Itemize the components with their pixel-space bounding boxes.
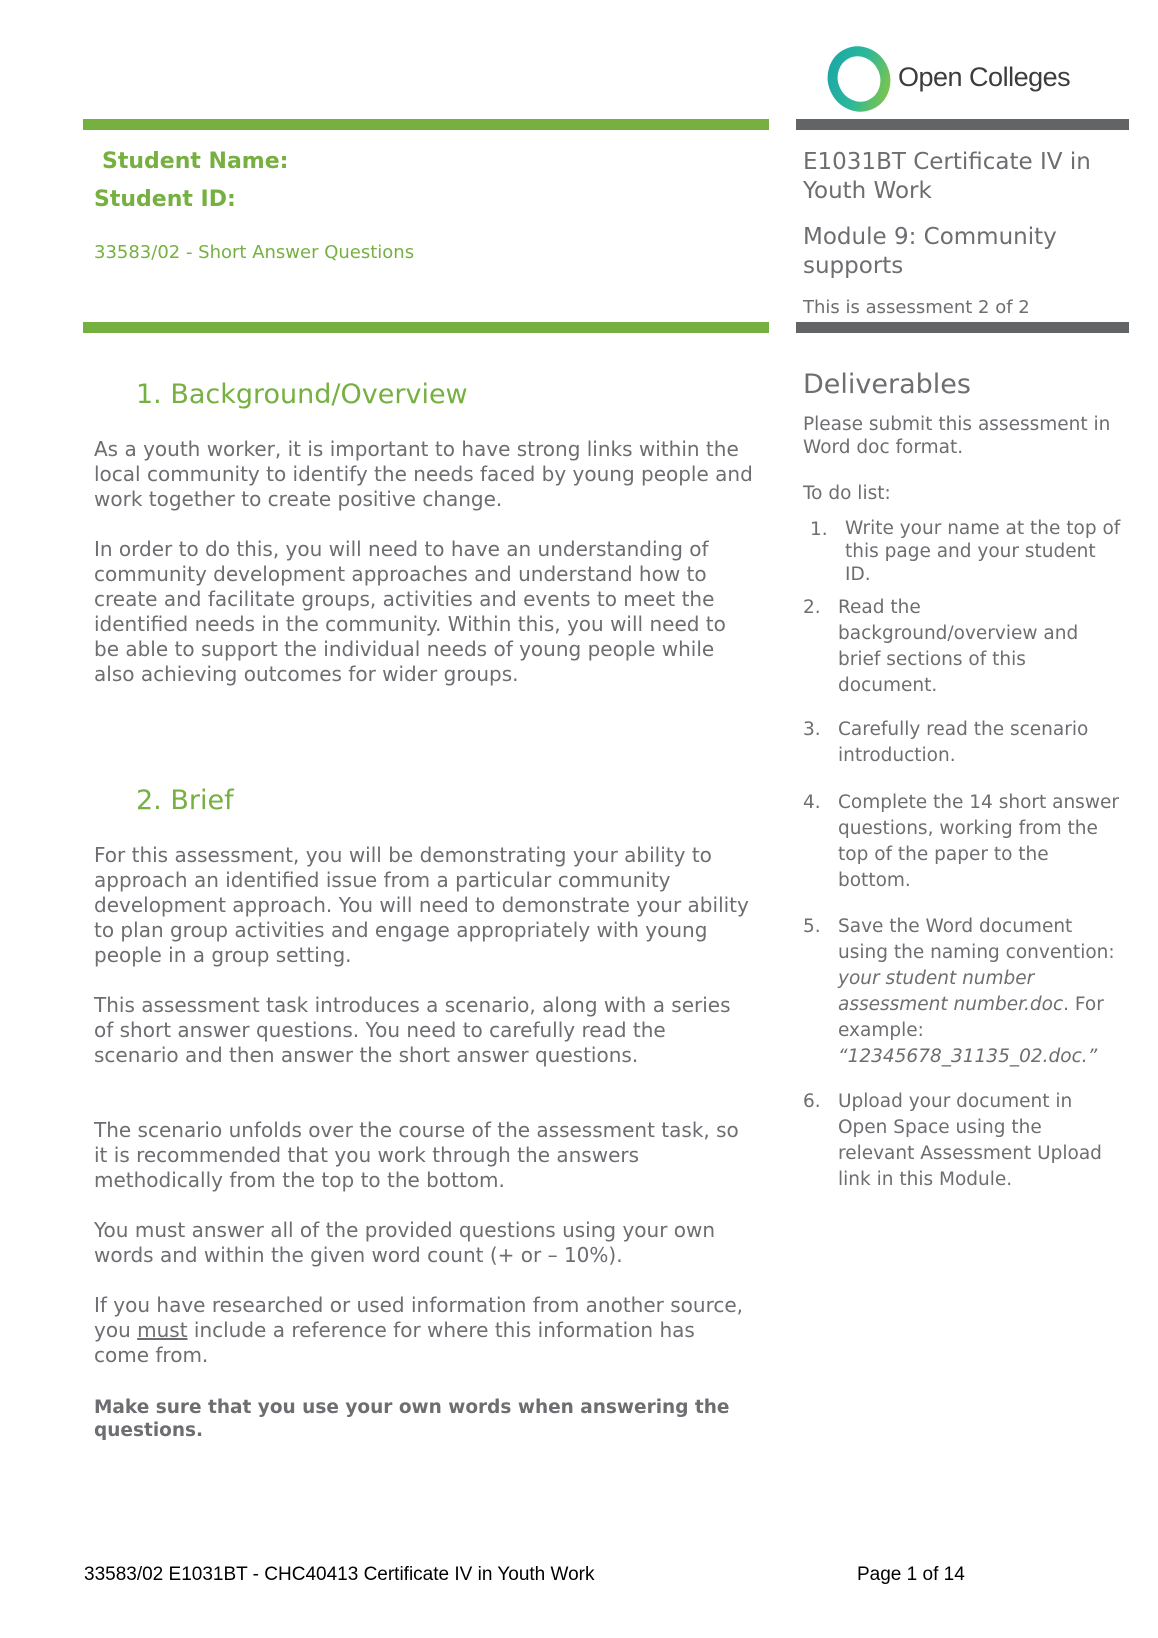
logo-wordmark: Open Colleges xyxy=(898,62,1071,92)
todo-number: 5. xyxy=(803,916,821,937)
footer-document-info: 33583/02 E1031BT - CHC40413 Certificate IV in Youth Work xyxy=(84,1564,595,1585)
own-words-note: Make sure that you use your own words when answering the questions. xyxy=(94,1397,730,1441)
todo-text-naming-convention: your student number assessment number.doc xyxy=(838,968,1064,1015)
open-colleges-ring-icon xyxy=(826,46,892,112)
todo-text xyxy=(838,914,1123,1070)
todo-number: 2. xyxy=(803,597,821,618)
submit-note: Please submit this assessment in Word doc format. xyxy=(803,414,1111,458)
todo-text-middle: . For example: xyxy=(838,994,1104,1041)
header-bottom-rule-green xyxy=(83,322,769,333)
course-title: E1031BT Certificate IV in Youth Work xyxy=(803,149,1091,204)
todo-text: Write your name at the top of this page and your student ID. xyxy=(845,518,1121,585)
brief-paragraph-3: The scenario unfolds over the course of the assessment task, so it is recommended that you work through the answers methodically from the top to the bottom. xyxy=(94,1118,739,1192)
todo-number: 4. xyxy=(803,792,821,813)
todo-text: Read the background/overview and brief sections of this document. xyxy=(838,597,1079,696)
brief-paragraph-5 xyxy=(94,1293,754,1368)
brief-paragraph-5-end: include a reference for where this information has come from. xyxy=(94,1318,695,1367)
header-bottom-rule-grey xyxy=(796,322,1129,333)
module-title: Module 9: Community supports xyxy=(803,224,1057,279)
background-heading: 1. Background/Overview xyxy=(136,379,468,410)
brief-paragraph-1: For this assessment, you will be demonstrating your ability to approach an identified issue from a particular community development approach. You will need to demonstrate your ability to plan group activities and engage appropriately with young people in a group setting. xyxy=(94,843,749,967)
todo-text-start: Save the Word document using the naming convention: xyxy=(838,916,1115,963)
open-colleges-logo xyxy=(826,46,1071,112)
deliverables-title: Deliverables xyxy=(803,369,971,400)
todo-text: Upload your document in Open Space using the relevant Assessment Upload link in this Module. xyxy=(838,1091,1102,1190)
brief-heading: 2. Brief xyxy=(136,785,234,816)
footer-page-number: Page 1 of 14 xyxy=(857,1564,965,1585)
header-top-rule-green xyxy=(83,119,769,130)
brief-paragraph-2: This assessment task introduces a scenario, along with a series of short answer questions. You need to carefully read the scenario and then answer the short answer questions. xyxy=(94,993,731,1067)
todo-number: 6. xyxy=(803,1091,821,1112)
todo-number: 1. xyxy=(810,519,828,540)
todo-label: To do list: xyxy=(803,483,891,504)
brief-paragraph-5-start: If you have researched or used information from another source, you xyxy=(94,1293,744,1342)
student-id-label: Student ID: xyxy=(94,187,236,212)
todo-text: Carefully read the scenario introduction. xyxy=(838,719,1089,766)
todo-text: Complete the 14 short answer questions, working from the top of the paper to the bottom. xyxy=(838,792,1119,891)
todo-text-example: “12345678_31135_02.doc.” xyxy=(838,1046,1098,1067)
brief-paragraph-4: You must answer all of the provided questions using your own words and within the given word count (+ or – 10%). xyxy=(94,1218,716,1267)
brief-paragraph-5-emphasis: must xyxy=(137,1318,188,1342)
student-name-label: Student Name: xyxy=(102,149,289,174)
assessment-count: This is assessment 2 of 2 xyxy=(803,297,1030,318)
assessment-code: 33583/02 - Short Answer Questions xyxy=(94,242,415,263)
background-paragraph-2: In order to do this, you will need to have an understanding of community development approaches and understand how to create and facilitate groups, activities and events to meet the identified needs in the community. Within this, you will need to be able to support the individual needs of young people while also achieving outcomes for wider groups. xyxy=(94,537,726,686)
todo-number: 3. xyxy=(803,719,821,740)
header-top-rule-grey xyxy=(796,119,1129,130)
background-paragraph-1: As a youth worker, it is important to have strong links within the local community to identify the needs faced by young people and work together to create positive change. xyxy=(94,437,753,511)
